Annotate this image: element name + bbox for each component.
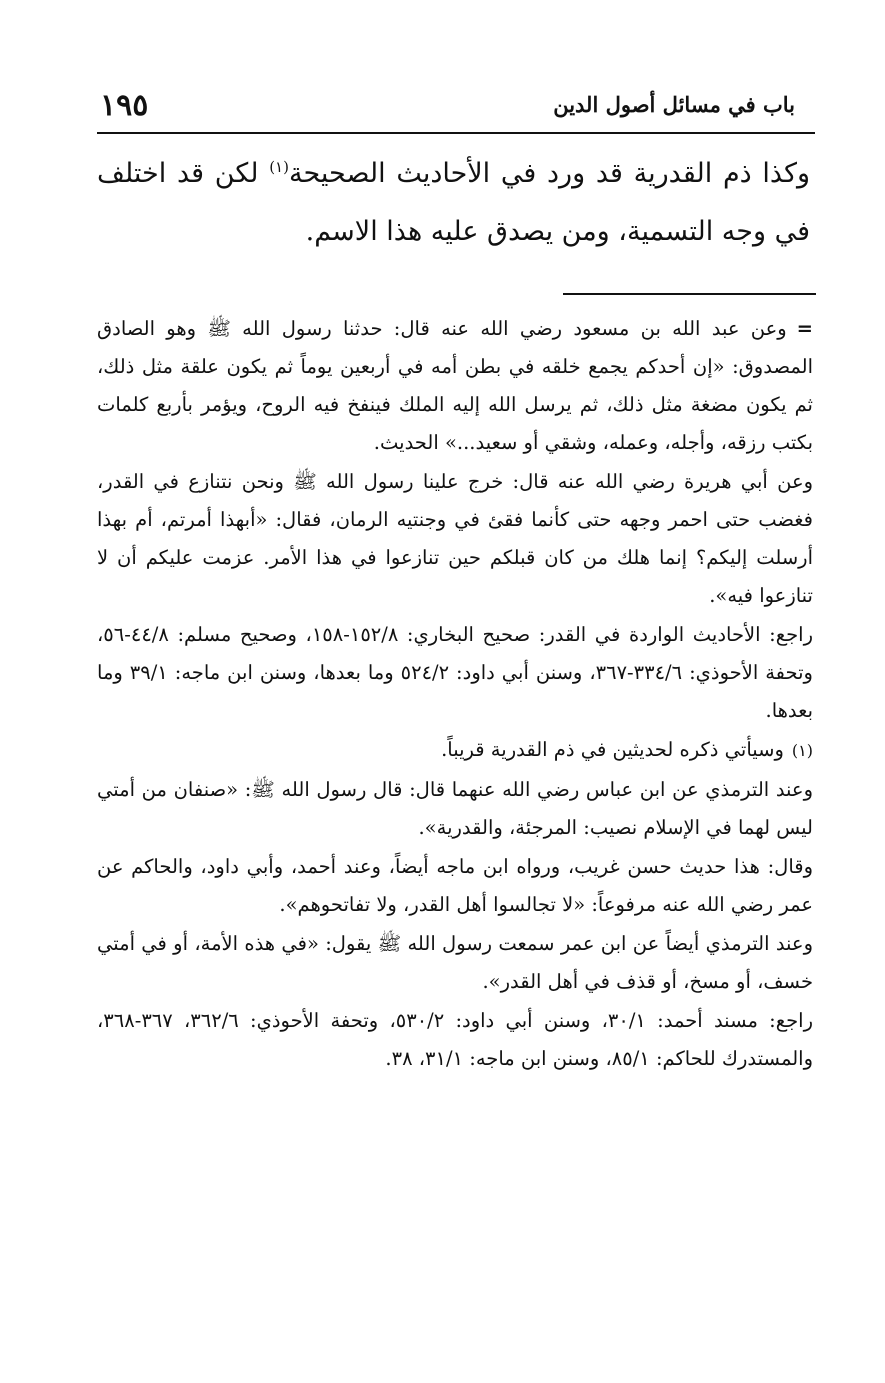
main-text: [97, 145, 810, 261]
footnote-paragraph-3: راجع: الأحاديث الواردة في القدر: صحيح البخاري: ١٥٢/٨-١٥٨، وصحيح مسلم: ٤٤/٨-٥٦، وتحفة الأحوذي: ٣٣٤/٦-٣٦٧، وسنن أبي داود: ٥٢٤/٢ وما بعدها، وسنن ابن ماجه: ٣٩/١ وما بعدها.: [97, 623, 813, 722]
footnote-paragraph-4: وعند الترمذي عن ابن عباس رضي الله عنهما قال: قال رسول الله ﷺ: «صنفان من أمتي ليس لهما في الإسلام نصيب: المرجئة، والقدرية».: [97, 778, 813, 839]
footnote-paragraph-1: [97, 310, 813, 462]
footnote-1: [97, 731, 813, 770]
continuation-mark: =: [796, 317, 813, 340]
footnote-paragraph-6: وعند الترمذي أيضاً عن ابن عمر سمعت رسول الله ﷺ يقول: «في هذه الأمة، أو في أمتي خسف، أو مسخ، أو قذف في أهل القدر».: [97, 932, 813, 993]
page-number: ١٩٥: [100, 88, 149, 123]
main-text-line1: وكذا ذم القدرية قد ورد في الأحاديث الصحيحة: [288, 158, 810, 189]
running-title: باب في مسائل أصول الدين: [553, 92, 795, 117]
footnote-paragraph-5: وقال: هذا حديث حسن غريب، ورواه ابن ماجه أيضاً، وعند أحمد، وأبي داود، والحاكم عن عمر رضي الله عنه مرفوعاً: «لا تجالسوا أهل القدر، ولا تفاتحوهم».: [97, 855, 813, 916]
footnote-paragraph-1-text: وعن عبد الله بن مسعود رضي الله عنه قال: حدثنا رسول الله ﷺ وهو الصادق المصدوق: «إن أحدكم يجمع خلقه في بطن أمه في أربعين يوماً ثم يكون علقة مثل ذلك، ثم يكون مضغة مثل ذلك، ثم يرسل الله إليه الملك فينفخ فيه الروح، ويؤمر بأربع كلمات بكتب رزقه، وأجله، وعمله، وشقي أو سعيد...» الحديث.: [97, 317, 813, 454]
footnote-1-text: وسيأتي ذكره لحديثين في ذم القدرية قريباً.: [441, 738, 784, 761]
footnote-1-marker: (١): [791, 741, 813, 760]
main-text-line2: اختلف في وجه التسمية، ومن يصدق عليه هذا الاسم.: [97, 158, 810, 247]
main-text-line1-end: لكن قد: [176, 158, 270, 189]
footnote-reference: (١): [269, 158, 289, 176]
footnote-paragraph-7: راجع: مسند أحمد: ٣٠/١، وسنن أبي داود: ٥٣٠/٢، وتحفة الأحوذي: ٣٦٢/٦، ٣٦٧-٣٦٨، والمستدرك للحاكم: ٨٥/١، وسنن ابن ماجه: ٣١/١، ٣٨.: [97, 1009, 813, 1070]
header-rule: [97, 132, 815, 134]
footnote-paragraph-2: وعن أبي هريرة رضي الله عنه قال: خرج علينا رسول الله ﷺ ونحن نتنازع في القدر، فغضب حتى احمر وجهه حتى كأنما فقئ في وجنتيه الرمان، فقال: «أبهذا أمرتم، أم بهذا أرسلت إليكم؟ إنما هلك من كان قبلكم حين تنازعوا في هذا الأمر. عزمت عليكم أن لا تنازعوا فيه».: [97, 470, 813, 607]
footnotes: [97, 310, 813, 1079]
footnote-separator: [563, 293, 816, 295]
